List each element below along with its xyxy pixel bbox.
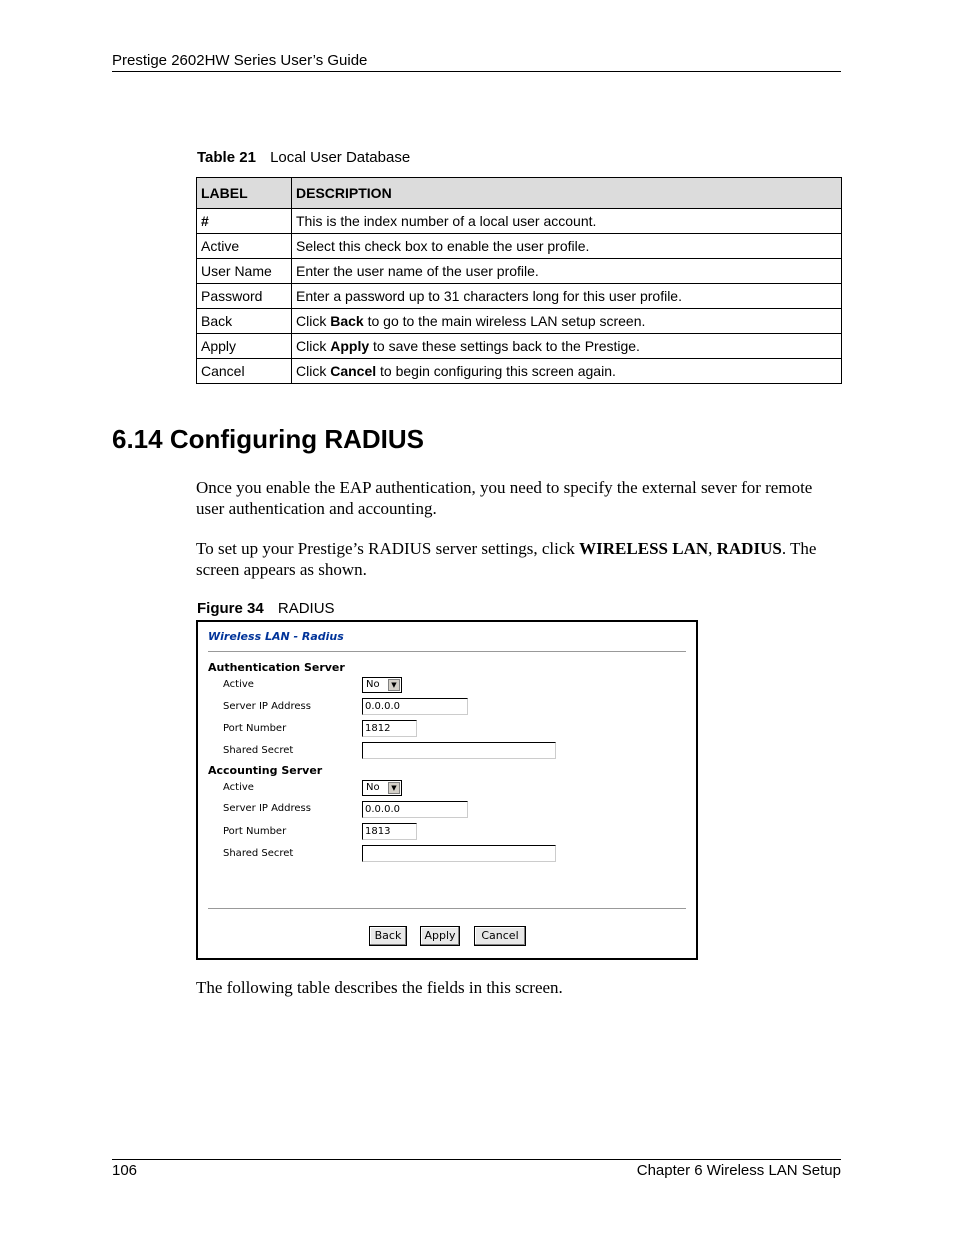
row-label: Active	[197, 234, 292, 259]
row-description: This is the index number of a local user account.	[292, 209, 842, 234]
header-divider	[112, 71, 841, 72]
auth-active-select[interactable]	[362, 677, 402, 693]
screen-title: Wireless LAN - Radius	[208, 630, 344, 643]
acct-ip-label: Server IP Address	[223, 803, 311, 814]
row-description: Enter the user name of the user profile.	[292, 259, 842, 284]
intro-paragraph: Once you enable the EAP authentication, you need to specify the external sever for remote user authentication and accounting.	[196, 478, 813, 518]
acct-port-label: Port Number	[223, 826, 287, 837]
auth-ip-input[interactable]: 0.0.0.0	[362, 698, 468, 715]
table-row	[197, 334, 842, 359]
auth-server-heading: Authentication Server	[208, 661, 345, 674]
acct-secret-input[interactable]	[362, 845, 556, 862]
cancel-button[interactable]: Cancel	[474, 926, 526, 946]
table-row	[197, 284, 842, 309]
radius-screenshot	[196, 620, 698, 960]
row-description: Enter a password up to 31 characters long for this user profile.	[292, 284, 842, 309]
acct-ip-input[interactable]: 0.0.0.0	[362, 801, 468, 818]
auth-active-label: Active	[223, 679, 254, 690]
auth-secret-label: Shared Secret	[223, 745, 294, 756]
table-row	[197, 234, 842, 259]
local-user-database-table	[196, 177, 842, 384]
footer-divider	[112, 1159, 841, 1160]
auth-port-input[interactable]: 1812	[362, 720, 417, 737]
table-row	[197, 209, 842, 234]
section-title: 6.14 Configuring RADIUS	[112, 424, 425, 454]
following-table-paragraph: The following table describes the fields in this screen.	[196, 978, 563, 997]
figure-caption-text: RADIUS	[277, 600, 335, 617]
chevron-down-icon[interactable]: ▼	[388, 679, 400, 691]
page-number: 106	[112, 1162, 138, 1179]
acct-active-value: No	[366, 782, 380, 793]
row-description: Select this check box to enable the user profile.	[292, 234, 842, 259]
acct-port-input[interactable]: 1813	[362, 823, 417, 840]
row-label: Cancel	[197, 359, 292, 384]
table-caption	[197, 149, 410, 166]
apply-button[interactable]: Apply	[420, 926, 460, 946]
table-header-row	[197, 178, 842, 209]
figure-caption	[197, 600, 335, 617]
auth-port-label: Port Number	[223, 723, 287, 734]
header-label: LABEL	[197, 178, 292, 209]
row-label: User Name	[197, 259, 292, 284]
back-button[interactable]: Back	[369, 926, 407, 946]
figure-caption-number: Figure 34	[197, 600, 264, 617]
auth-active-value: No	[366, 679, 380, 690]
row-label: Apply	[197, 334, 292, 359]
row-label: #	[197, 209, 292, 234]
acct-server-heading: Accounting Server	[208, 764, 323, 777]
top-divider	[208, 651, 686, 653]
chevron-down-icon[interactable]: ▼	[388, 782, 400, 794]
acct-active-label: Active	[223, 782, 254, 793]
instruction-paragraph: To set up your Prestige’s RADIUS server settings, click WIRELESS LAN, RADIUS. The screen appears as shown.	[196, 539, 817, 579]
bottom-divider	[208, 908, 686, 910]
acct-active-select[interactable]	[362, 780, 402, 796]
row-description: Click Apply to save these settings back to the Prestige.	[292, 334, 842, 359]
table-row	[197, 259, 842, 284]
chapter-title: Chapter 6 Wireless LAN Setup	[636, 1162, 841, 1179]
row-description: Click Cancel to begin configuring this screen again.	[292, 359, 842, 384]
auth-secret-input[interactable]	[362, 742, 556, 759]
auth-ip-label: Server IP Address	[223, 701, 311, 712]
row-label: Back	[197, 309, 292, 334]
table-row	[197, 309, 842, 334]
row-label: Password	[197, 284, 292, 309]
table-caption-text: Local User Database	[270, 149, 411, 166]
row-description: Click Back to go to the main wireless LAN setup screen.	[292, 309, 842, 334]
header-description: DESCRIPTION	[292, 178, 842, 209]
table-caption-number: Table 21	[197, 149, 256, 166]
acct-secret-label: Shared Secret	[223, 848, 294, 859]
table-row	[197, 359, 842, 384]
running-header: Prestige 2602HW Series User’s Guide	[112, 52, 368, 69]
